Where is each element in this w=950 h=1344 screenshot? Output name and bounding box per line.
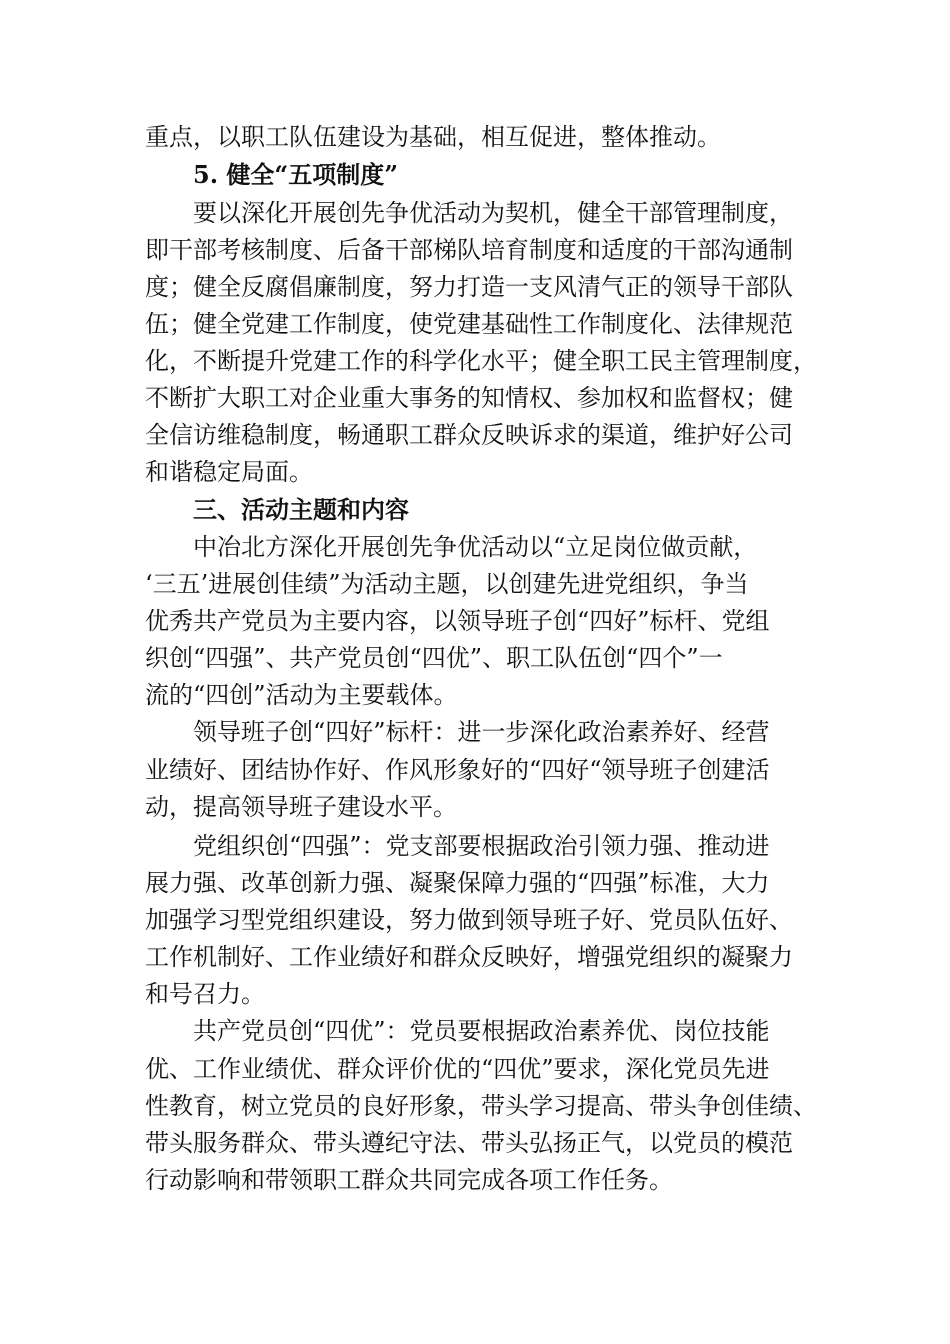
text-line: 优、工作业绩优、群众评价优的“四优”要求，深化党员先进 bbox=[145, 1055, 770, 1083]
text-line: 加强学习型党组织建设，努力做到领导班子好、党员队伍好、 bbox=[145, 906, 793, 934]
text-line: 中冶北方深化开展创先争优活动以“立足岗位做贡献， bbox=[193, 533, 758, 561]
text-line: 度；健全反腐倡廉制度，努力打造一支风清气正的领导干部队 bbox=[145, 273, 793, 301]
text-line: 重点，以职工队伍建设为基础，相互促进，整体推动。 bbox=[145, 123, 721, 151]
text-line: 优秀共产党员为主要内容，以领导班子创“四好”标杆、党组 bbox=[145, 607, 770, 635]
text-line: 动，提高领导班子建设水平。 bbox=[145, 793, 457, 821]
text-line: 化，不断提升党建工作的科学化水平；健全职工民主管理制度， bbox=[145, 347, 817, 375]
text-line: 全信访维稳制度，畅通职工群众反映诉求的渠道，维护好公司 bbox=[145, 421, 793, 449]
section-heading: 5. 健全“五项制度” bbox=[193, 160, 399, 189]
text-line: 带头服务群众、带头遵纪守法、带头弘扬正气，以党员的模范 bbox=[145, 1129, 793, 1157]
text-line: 党组织创“四强”：党支部要根据政治引领力强、推动进 bbox=[193, 832, 770, 860]
text-line: 伍；健全党建工作制度，使党建基础性工作制度化、法律规范 bbox=[145, 310, 793, 338]
text-line: 即干部考核制度、后备干部梯队培育制度和适度的干部沟通制 bbox=[145, 236, 793, 264]
text-line: 不断扩大职工对企业重大事务的知情权、参加权和监督权；健 bbox=[145, 384, 793, 412]
text-line: 业绩好、团结协作好、作风形象好的“四好“领导班子创建活 bbox=[145, 756, 770, 784]
text-line: 展力强、改革创新力强、凝聚保障力强的“四强”标准，大力 bbox=[145, 869, 770, 897]
text-line: 流的“四创”活动为主要载体。 bbox=[145, 681, 458, 709]
text-line: 织创“四强”、共产党员创“四优”、职工队伍创“四个”一 bbox=[145, 644, 723, 672]
text-line: 和号召力。 bbox=[145, 980, 265, 1008]
text-line: 行动影响和带领职工群众共同完成各项工作任务。 bbox=[145, 1166, 673, 1194]
text-line: 和谐稳定局面。 bbox=[145, 458, 313, 486]
text-line: ‘三五’进展创佳绩”为活动主题，以创建先进党组织，争当 bbox=[145, 570, 749, 598]
text-line: 要以深化开展创先争优活动为契机，健全干部管理制度， bbox=[193, 199, 793, 227]
text-line: 共产党员创“四优”：党员要根据政治素养优、岗位技能 bbox=[193, 1017, 770, 1045]
text-line: 工作机制好、工作业绩好和群众反映好，增强党组织的凝聚力 bbox=[145, 943, 793, 971]
section-heading: 三、活动主题和内容 bbox=[193, 495, 409, 524]
text-line: 性教育，树立党员的良好形象，带头学习提高、带头争创佳绩、 bbox=[145, 1092, 817, 1120]
text-line: 领导班子创“四好”标杆：进一步深化政治素养好、经营 bbox=[193, 718, 770, 746]
